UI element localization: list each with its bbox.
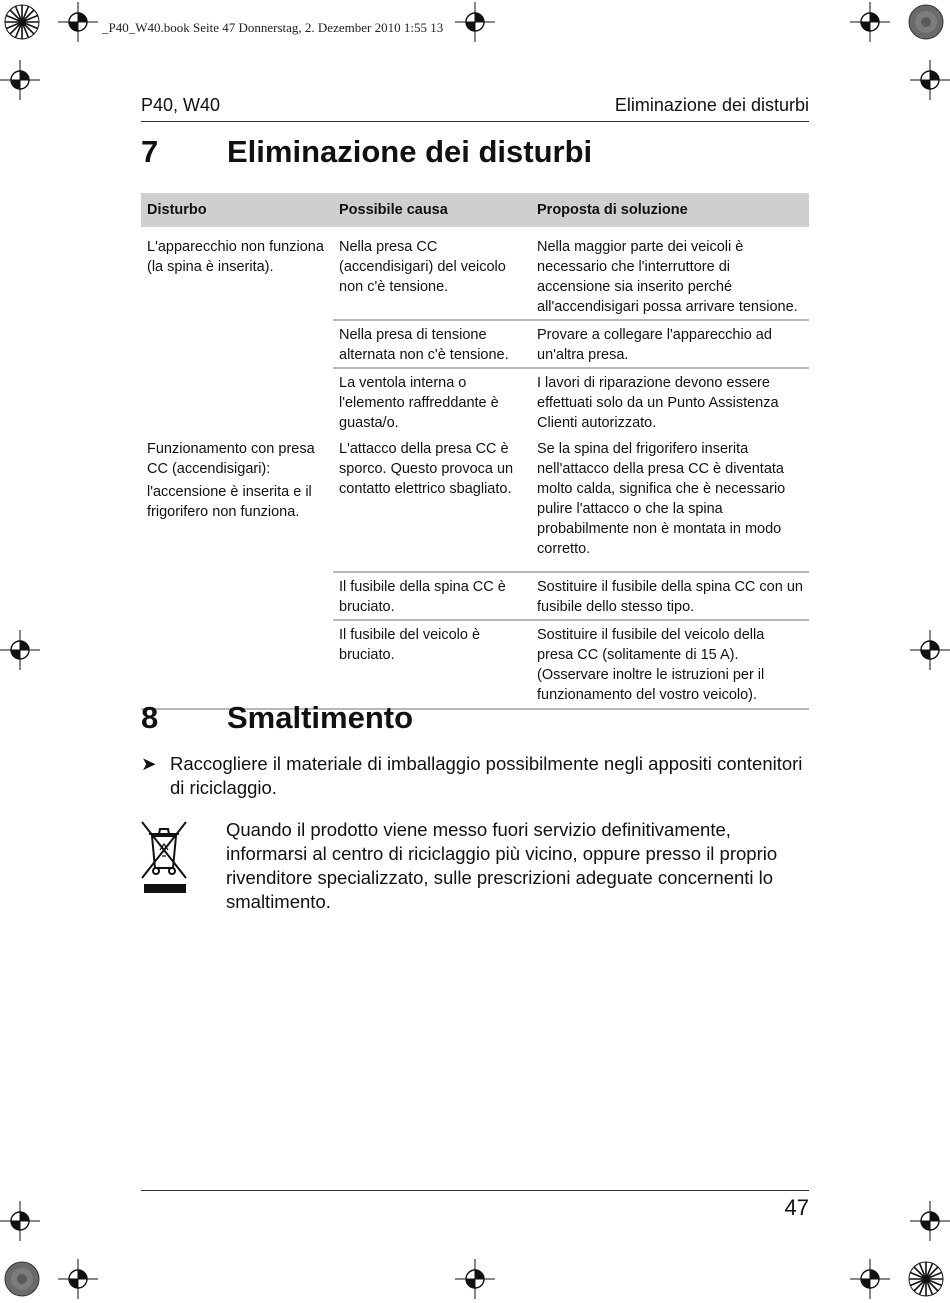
cause-cell: Il fusibile della spina CC è bruciato. [333, 572, 531, 620]
section-8-number: 8 [141, 700, 159, 735]
section-7-title: Eliminazione dei disturbi [227, 134, 593, 169]
registration-cross-mark [850, 2, 890, 42]
solution-cell: I lavori di riparazione devono essere effettuati solo da un Punto Assistenza Clienti autorizzato. [537, 375, 779, 431]
registration-cross-mark [910, 1201, 950, 1241]
column-header-solution: Proposta di soluzione [531, 193, 809, 227]
registration-cross-mark [455, 2, 495, 42]
solution-cell: Nella maggior parte dei veicoli è necessario che l'interruttore di accensione sia inserito perché all'accendisigari possa arrivare tensione. [531, 227, 809, 320]
registration-cross-mark [58, 2, 98, 42]
section-7-number: 7 [141, 134, 159, 169]
bullet-arrow-icon: ➤ [141, 753, 157, 774]
fault-text: Funzionamento con presa CC (accendisigari): [147, 441, 315, 477]
registration-cross-mark [910, 630, 950, 670]
running-header-right: Eliminazione dei disturbi [614, 95, 809, 115]
page-number: 47 [784, 1195, 809, 1220]
disposal-text: Quando il prodotto viene messo fuori servizio definitivamente, informarsi al centro di riciclaggio più vicino, oppure presso il proprio rivenditore specializzato, sulle prescrizioni adeguate concernenti lo smaltimento. [226, 819, 778, 912]
cause-cell: Nella presa di tensione alternata non c'è tensione. [333, 320, 531, 368]
solution-cell: Se la spina del frigorifero inserita nell'attacco della presa CC è diventata molto calda, significa che è necessario pulire l'attacco o che la spina probabilmente non è montata in modo corretto. [531, 435, 809, 572]
registration-cross-mark [58, 1259, 98, 1299]
solution-cell: Sostituire il fusibile del veicolo della presa CC (solitamente di 15 A). (Osservare inoltre le istruzioni per il funzionamento del vostro veicolo). [531, 620, 809, 709]
registration-cross-mark [455, 1259, 495, 1299]
registration-cross-mark [910, 60, 950, 100]
registration-cross-mark [0, 1201, 40, 1241]
print-slug: _P40_W40.book Seite 47 Donnerstag, 2. Dezember 2010 1:55 13 [102, 20, 444, 35]
section-8-title: Smaltimento [227, 700, 414, 735]
cause-cell: Nella presa CC (accendisigari) del veicolo non c'è tensione. [333, 227, 531, 320]
color-wheel-mark [5, 5, 39, 39]
registration-cross-mark [0, 630, 40, 670]
column-header-cause: Possibile causa [333, 193, 531, 227]
running-header-left: P40, W40 [141, 95, 221, 115]
registration-cross-mark [0, 60, 40, 100]
solution-cell: Provare a collegare l'apparecchio ad un'altra presa. [531, 320, 809, 368]
fault-text: l'accensione è inserita e il frigorifero non funziona. [147, 484, 312, 520]
gray-wheel-mark [5, 1262, 39, 1296]
registration-cross-mark [850, 1259, 890, 1299]
cause-cell: Il fusibile del veicolo è bruciato. [333, 620, 531, 709]
gray-wheel-mark [909, 5, 943, 39]
cause-cell: L'attacco della presa CC è sporco. Questo provoca un contatto elettrico sbagliato. [333, 435, 531, 572]
color-wheel-mark [909, 1262, 943, 1296]
solution-cell: Sostituire il fusibile della spina CC con un fusibile dello stesso tipo. [531, 572, 809, 620]
bullet-text: Raccogliere il materiale di imballaggio possibilmente negli appositi contenitori di riciclaggio. [170, 753, 803, 798]
column-header-fault: Disturbo [141, 193, 333, 227]
cause-cell: La ventola interna o l'elemento raffreddante è guasta/o. [339, 375, 499, 431]
fault-text: L'apparecchio non funziona (la spina è inserita). [147, 239, 324, 275]
